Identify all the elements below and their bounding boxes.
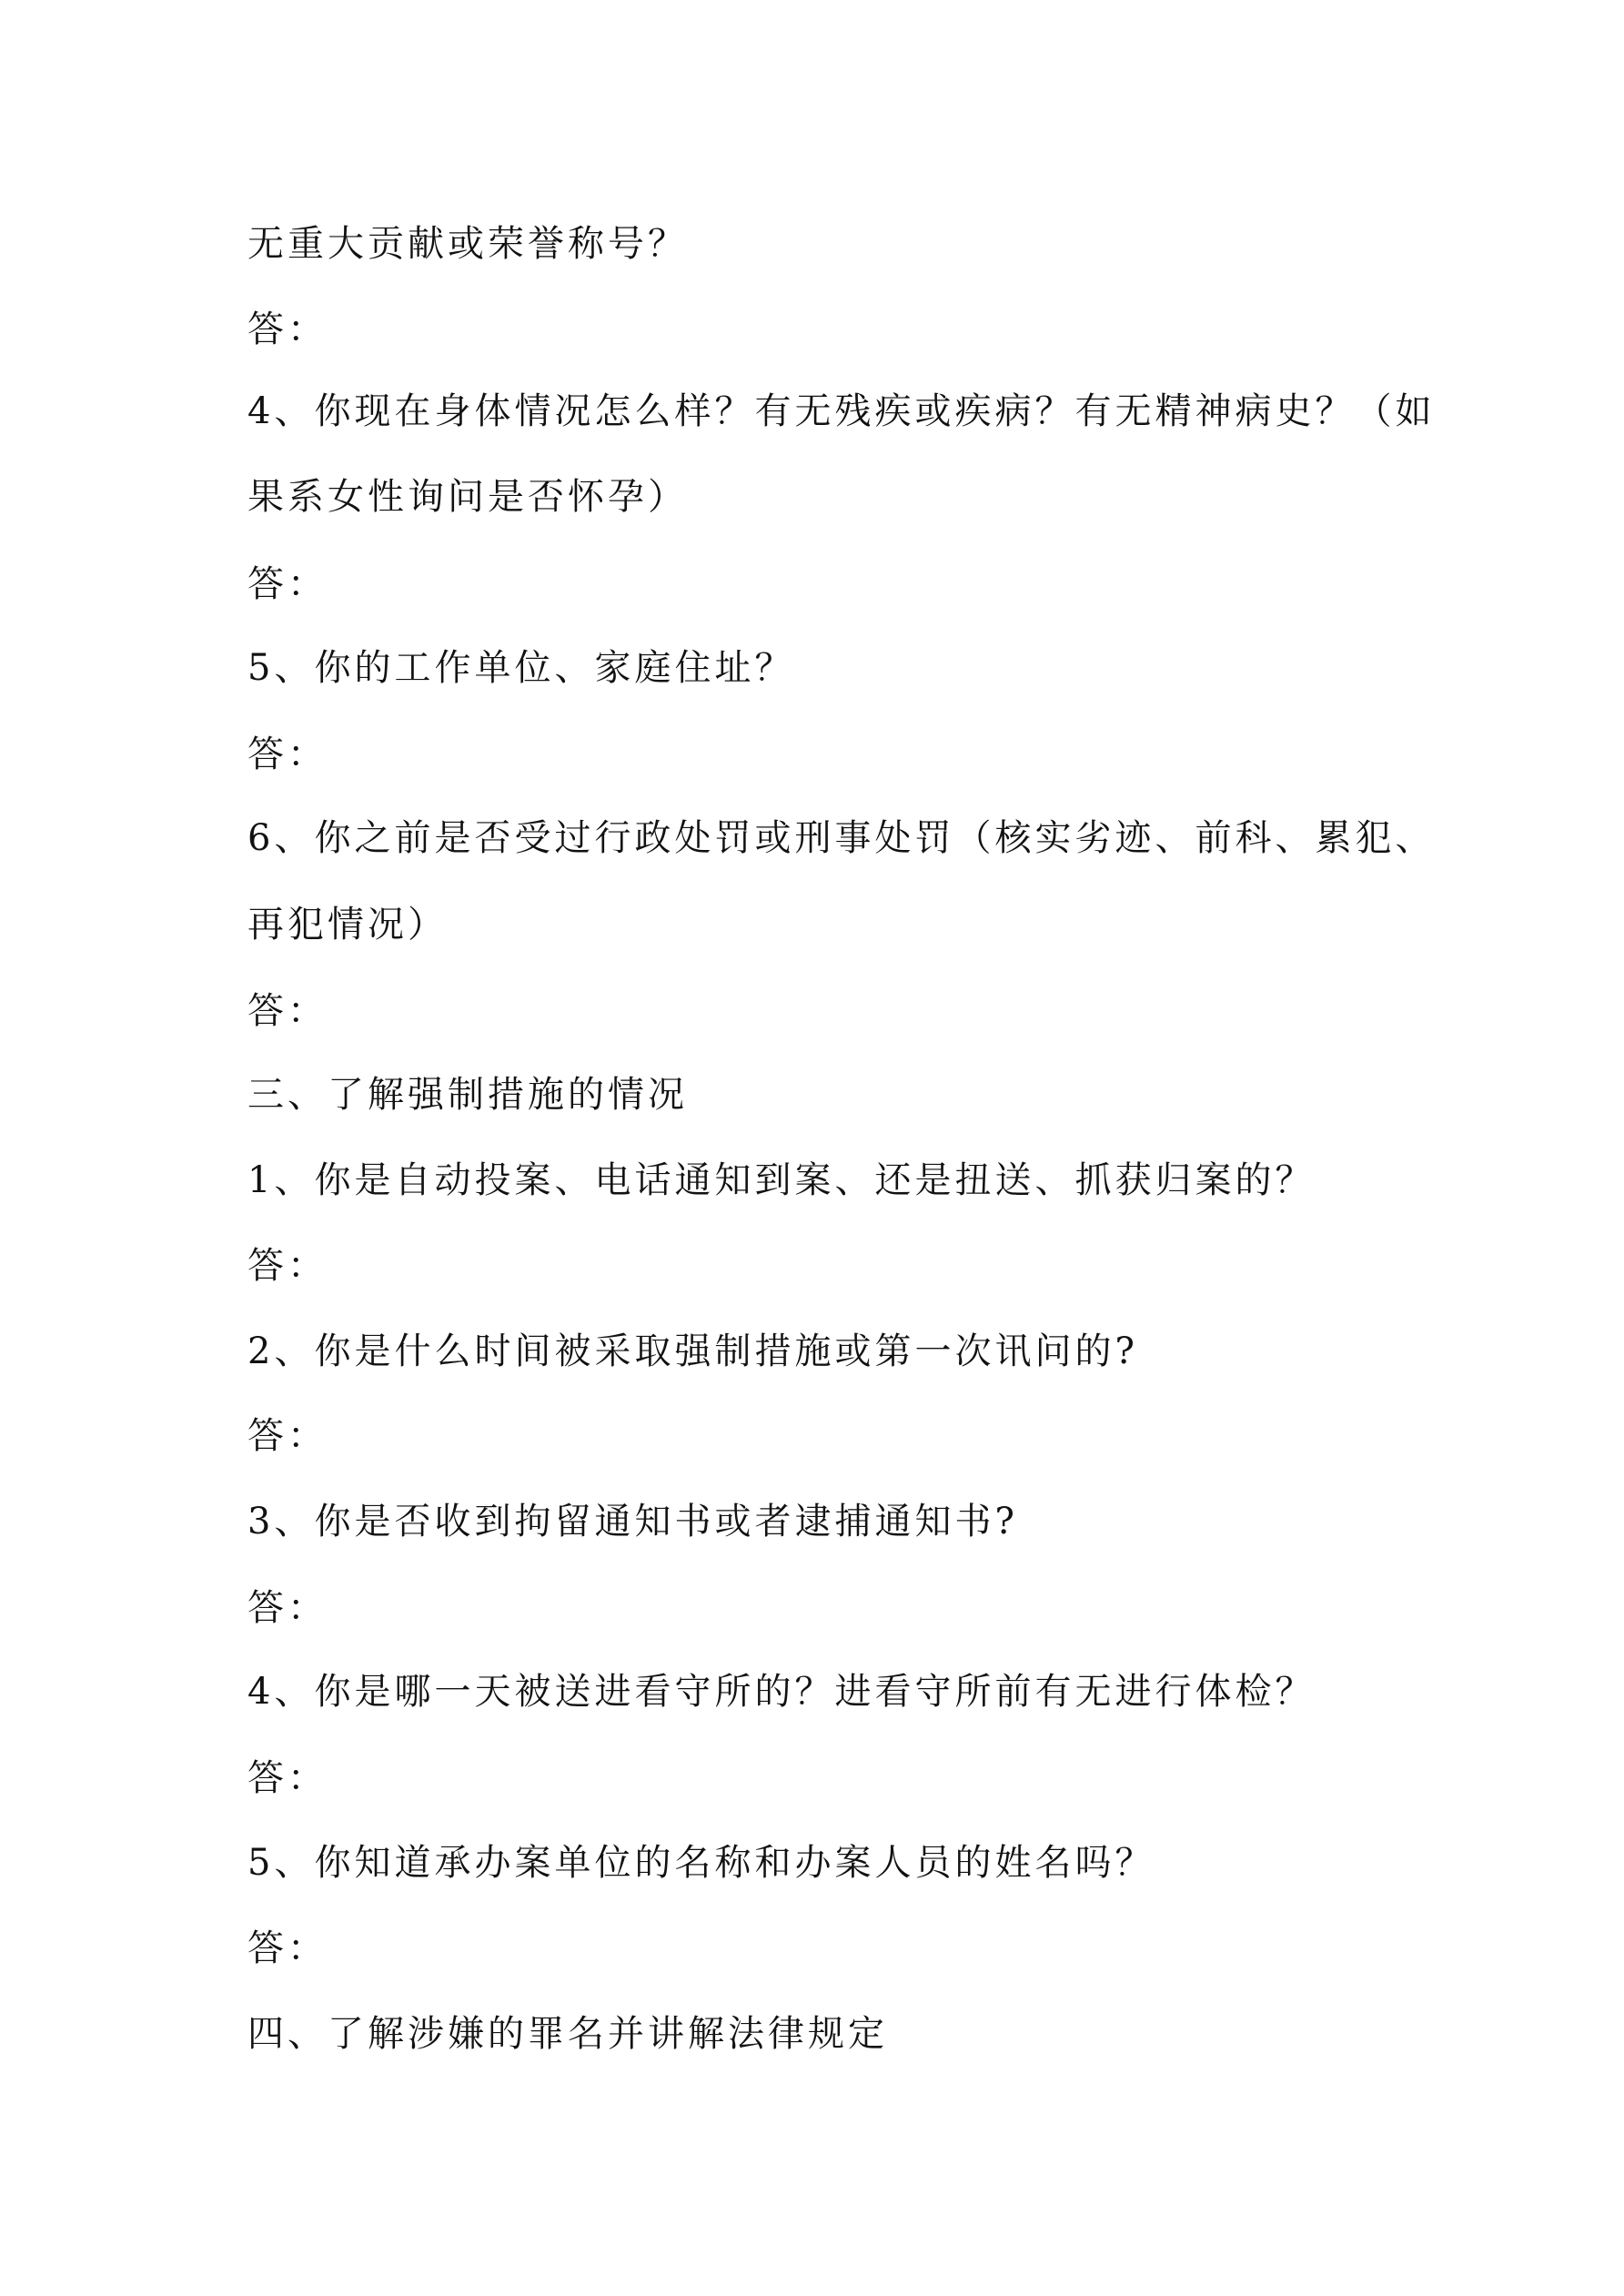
text-line-honors-question: 无重大贡献或荣誉称号？ xyxy=(247,223,688,265)
answer-label: 答： xyxy=(247,308,328,350)
question-workplace-address: 5、你的工作单位、家庭住址？ xyxy=(247,647,795,689)
answer-label: 答： xyxy=(247,1757,328,1799)
question-time-of-measures: 2、你是什么时间被采取强制措施或第一次讯问的? xyxy=(247,1330,1138,1372)
answer-label: 答： xyxy=(247,990,328,1032)
answer-label: 答： xyxy=(247,1415,328,1457)
question-detention-center-date: 4、你是哪一天被送进看守所的？进看守所前有无进行体检？ xyxy=(247,1671,1316,1713)
answer-label: 答： xyxy=(247,1587,328,1629)
answer-label: 答： xyxy=(247,563,328,605)
answer-label: 答： xyxy=(247,1927,328,1969)
question-prior-penalties-line-1: 6、你之前是否受过行政处罚或刑事处罚（核实劣迹、前科、累犯、 xyxy=(247,817,1436,859)
question-how-brought-to-case: 1、你是自动投案、电话通知到案、还是扭送、抓获归案的？ xyxy=(247,1159,1316,1201)
question-health-line-1: 4、你现在身体情况怎么样？有无残疾或疾病？有无精神病史？（如 xyxy=(247,390,1436,432)
question-prior-penalties-line-2: 再犯情况） xyxy=(247,904,448,946)
question-health-line-2: 果系女性询问是否怀孕） xyxy=(247,476,688,518)
section-heading-charges-and-law: 四、了解涉嫌的罪名并讲解法律规定 xyxy=(247,2013,888,2055)
answer-label: 答： xyxy=(247,1245,328,1287)
question-handling-unit-name: 5、你知道承办案单位的名称和办案人员的姓名吗？ xyxy=(247,1842,1155,1884)
question-detention-notice: 3、你是否收到拘留通知书或者逮捕通知书? xyxy=(247,1501,1018,1542)
section-heading-coercive-measures: 三、了解强制措施的情况 xyxy=(247,1074,688,1116)
answer-label: 答： xyxy=(247,733,328,775)
